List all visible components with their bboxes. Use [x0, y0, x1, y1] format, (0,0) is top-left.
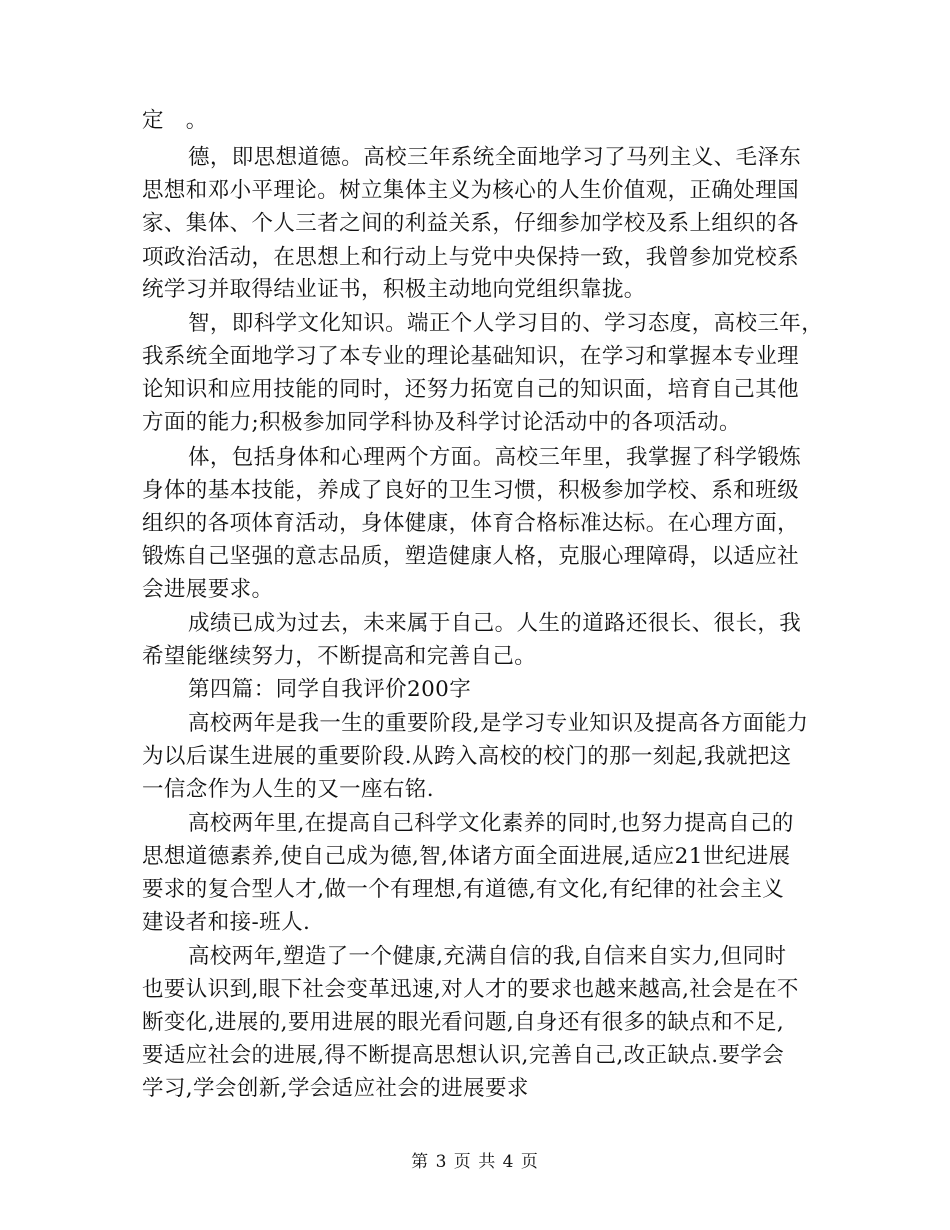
text-line: 锻炼自己坚强的意志品质，塑造健康人格，克服心理障碍，以适应社	[142, 544, 800, 569]
text-line: 一信念作为人生的又一座右铭.	[142, 777, 434, 802]
text-line: 德，即思想道德。高校三年系统全面地学习了马列主义、毛泽东	[188, 145, 802, 170]
text-line: 思想道德素养,使自己成为德,智,体诸方面全面进展,适应21世纪进展	[142, 844, 791, 869]
text-line: 为以后谋生进展的重要阶段.从跨入高校的校门的那一刻起,我就把这	[142, 744, 792, 769]
text-line: 会进展要求。	[142, 577, 274, 602]
text-line: 希望能继续努力，不断提高和完善自己。	[142, 644, 537, 669]
text-line: 身体的基本技能，养成了良好的卫生习惯，积极参加学校、系和班级	[142, 478, 800, 503]
text-line: 组织的各项体育活动，身体健康，体育合格标准达标。在心理方面，	[142, 511, 800, 536]
text-line: 高校两年里,在提高自己科学文化素养的同时,也努力提高自己的	[188, 811, 794, 836]
text-line: 成绩已成为过去，未来属于自己。人生的道路还很长、很长，我	[188, 611, 802, 636]
text-line: 统学习并取得结业证书，积极主动地向党组织靠拢。	[142, 277, 646, 302]
page-number-footer: 第 3 页 共 4 页	[411, 1152, 539, 1172]
text-line: 高校两年是我一生的重要阶段,是学习专业知识及提高各方面能力	[188, 711, 809, 736]
text-line: 智，即科学文化知识。端正个人学习目的、学习态度，高校三年，	[188, 311, 824, 336]
text-line: 也要认识到,眼下社会变革迅速,对人才的要求也越来越高,社会是在不	[142, 977, 799, 1002]
text-line: 高校两年,塑造了一个健康,充满自信的我,自信来自实力,但同时	[188, 944, 787, 969]
text-line: 论知识和应用技能的同时，还努力拓宽自己的知识面，培育自己其他	[142, 377, 800, 402]
text-line: 体，包括身体和心理两个方面。高校三年里，我掌握了科学锻炼	[188, 445, 802, 470]
text-line: 方面的能力;积极参加同学科协及科学讨论活动中的各项活动。	[142, 410, 741, 435]
text-line: 思想和邓小平理论。树立集体主义为核心的人生价值观，正确处理国	[142, 178, 800, 203]
text-line: 断变化,进展的,要用进展的眼光看问题,自身还有很多的缺点和不足,	[142, 1010, 785, 1035]
text-line: 定 。	[142, 108, 208, 133]
text-line: 要求的复合型人才,做一个有理想,有道德,有文化,有纪律的社会主义	[142, 877, 785, 902]
text-line: 要适应社会的进展,得不断提高思想认识,完善自己,改正缺点.要学会	[142, 1043, 785, 1068]
text-line: 我系统全面地学习了本专业的理论基础知识，在学习和掌握本专业理	[142, 344, 800, 369]
section-heading: 第四篇：同学自我评价200字	[188, 677, 472, 702]
text-line: 建设者和接-班人.	[142, 910, 311, 935]
text-line: 项政治活动，在思想上和行动上与党中央保持一致，我曾参加党校系	[142, 245, 800, 270]
text-line: 家、集体、个人三者之间的利益关系，仔细参加学校及系上组织的各	[142, 211, 800, 236]
text-line: 学习,学会创新,学会适应社会的进展要求	[142, 1076, 529, 1101]
